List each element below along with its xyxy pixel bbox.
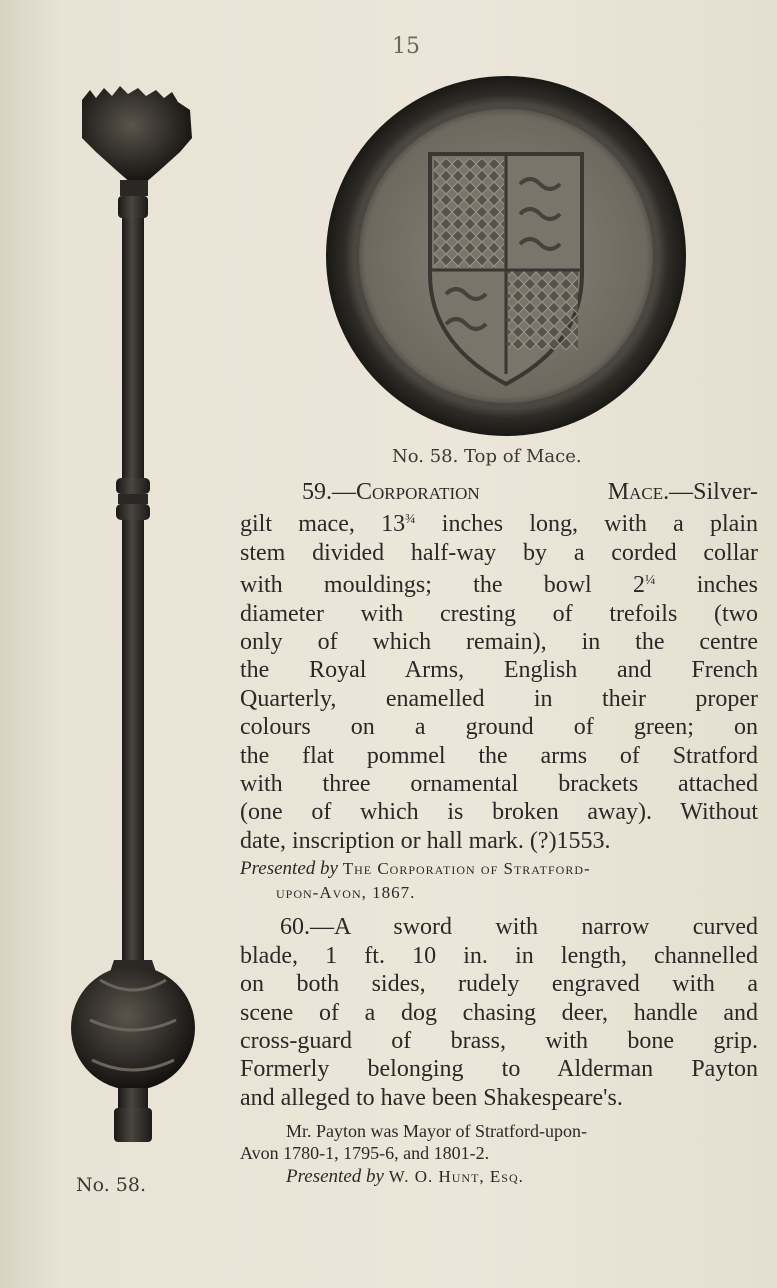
mace-caption: No. 58. <box>76 1174 147 1196</box>
text-line: with three ornamental brackets attached <box>240 771 758 798</box>
text-line <box>240 506 758 538</box>
text-line: the flat pommel the arms of Stratford <box>240 742 758 769</box>
text-line: Quarterly, enamelled in their proper <box>240 685 758 712</box>
presented-by-59 <box>240 857 758 905</box>
mace-top-caption: No. 58. Top of Mace. <box>392 446 582 467</box>
text-line: scene of a dog chasing deer, handle and <box>240 999 758 1026</box>
presented-label: Presented by <box>240 858 338 880</box>
catalogue-text <box>240 478 758 1190</box>
note-line: Mr. Payton was Mayor of Stratford-upon- <box>286 1121 587 1142</box>
fraction: ¼ <box>644 573 656 589</box>
donor-name-cont: upon-Avon, 1867. <box>276 883 416 903</box>
text-line <box>240 478 758 506</box>
text-line: and alleged to have been Shakespeare's. <box>240 1084 623 1111</box>
text-line: diameter with cresting of trefoils (two <box>240 600 758 627</box>
mace-illustration <box>60 80 210 1150</box>
text-fragment: inches <box>655 572 759 599</box>
text-line: date, inscription or hall mark. (?)1553. <box>240 827 611 854</box>
text-line <box>240 567 758 599</box>
donor-name: The Corporation of Stratford- <box>342 859 591 879</box>
entry-59 <box>240 478 758 905</box>
text-line: only of which remain), in the centre <box>240 629 758 656</box>
text-line: colours on a ground of green; on <box>240 714 758 741</box>
presented-by-60 <box>240 1164 758 1190</box>
text-fragment: —Silver- <box>669 479 758 505</box>
text-line: 60.—A sword with narrow curved <box>280 914 758 941</box>
text-line: stem divided half-way by a corded collar <box>240 539 758 566</box>
mace-top-illustration <box>320 74 690 440</box>
entry-number: 59.— <box>302 479 356 505</box>
entry-60 <box>240 913 758 1190</box>
footnote-60 <box>240 1120 758 1164</box>
text-fragment: inches long, with a plain <box>415 511 758 538</box>
text-line: cross-guard of brass, with bone grip. <box>240 1027 758 1054</box>
text-line: Formerly belonging to Alderman Payton <box>240 1056 758 1083</box>
text-line: the Royal Arms, English and French <box>240 657 758 684</box>
text-line: blade, 1 ft. 10 in. in length, channelled <box>240 942 758 969</box>
text-line: (one of which is broken away). Without <box>240 799 758 826</box>
donor-name: W. O. Hunt, Esq. <box>388 1167 524 1187</box>
text-line: on both sides, rudely engraved with a <box>240 971 758 998</box>
text-fragment: gilt mace, 13 <box>240 511 406 538</box>
page-number: 15 <box>392 34 420 59</box>
entry-title: Corporation Mace. <box>356 479 670 505</box>
presented-label: Presented by <box>286 1166 384 1188</box>
text-fragment: with mouldings; the bowl 2 <box>240 572 645 599</box>
note-line: Avon 1780-1, 1795-6, and 1801-2. <box>240 1143 490 1164</box>
fraction: ¾ <box>405 512 416 528</box>
